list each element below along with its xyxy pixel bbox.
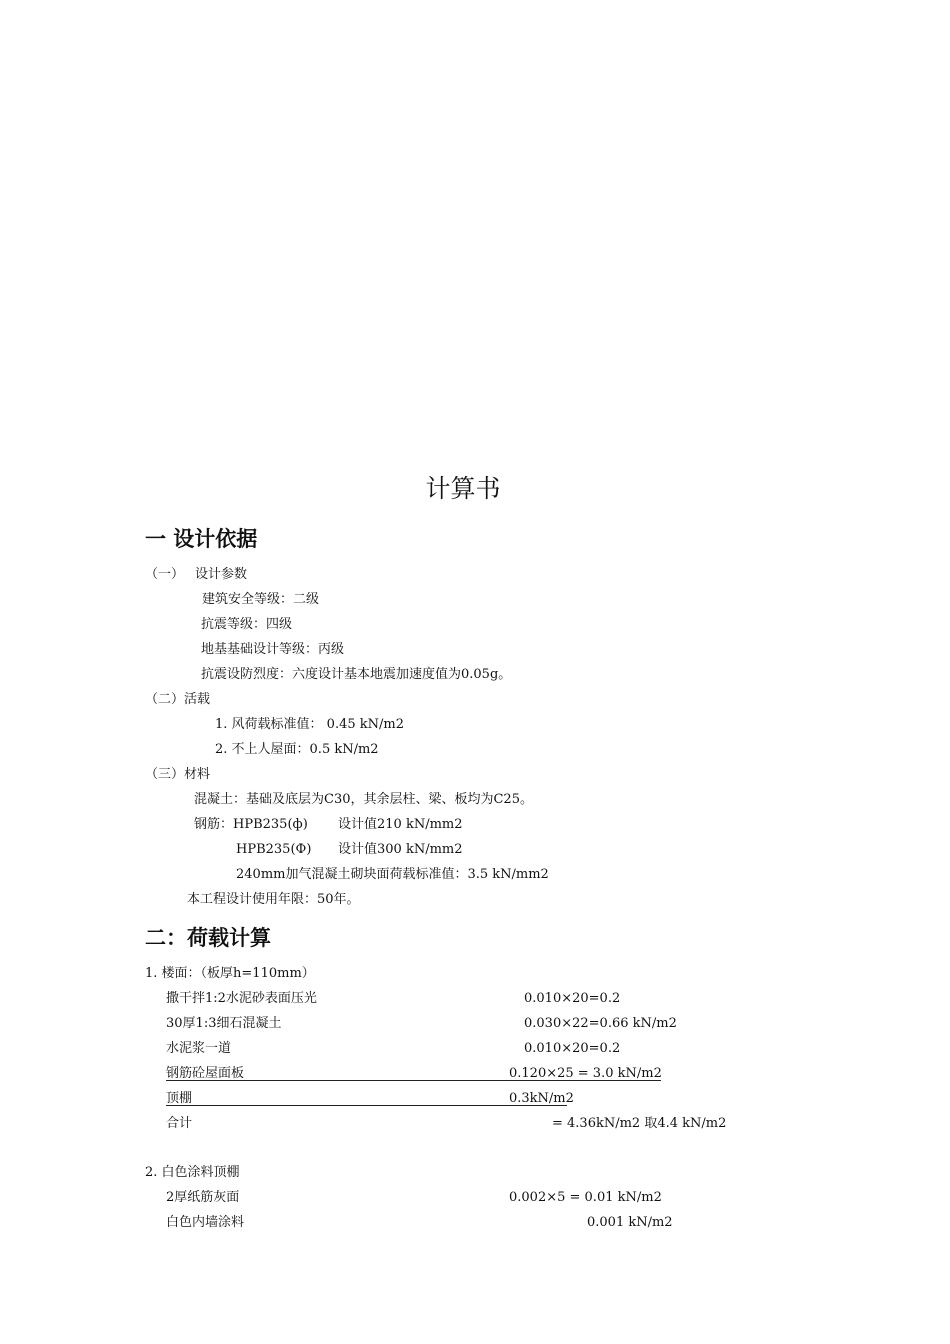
material-steel-2-value: 设计值300 kN/mm2 bbox=[338, 842, 463, 857]
document-title: 计算书 bbox=[425, 474, 501, 503]
floor-row-name: 30厚1:3细石混凝土 bbox=[166, 1016, 282, 1031]
subsection-label-1: （一） bbox=[145, 567, 185, 582]
floor-row-name: 钢筋砼屋面板 bbox=[166, 1066, 245, 1081]
underline-rule bbox=[166, 1105, 567, 1106]
section-heading-load-calc: 二：荷载计算 bbox=[145, 926, 271, 950]
floor-row-name: 顶棚 bbox=[166, 1091, 193, 1106]
param-safety-grade: 建筑安全等级：二级 bbox=[202, 592, 320, 607]
param-seismic-grade: 抗震等级：四级 bbox=[201, 617, 293, 632]
ceiling-label: 2. 白色涂料顶棚 bbox=[145, 1165, 240, 1180]
live-load-wind: 1. 风荷载标准值： 0.45 kN/m2 bbox=[215, 717, 404, 732]
floor-total-label: 合计 bbox=[166, 1116, 193, 1131]
material-steel-1-name: 钢筋：HPB235(ф) bbox=[194, 817, 308, 832]
floor-row-value: 0.3kN/m2 bbox=[509, 1091, 574, 1106]
floor-row-name: 撒干拌1:2水泥砂表面压光 bbox=[166, 991, 317, 1006]
ceiling-row-value: 0.002×5 = 0.01 kN/m2 bbox=[509, 1190, 662, 1205]
service-life: 本工程设计使用年限：50年。 bbox=[187, 892, 360, 907]
floor-row-value: 0.120×25 = 3.0 kN/m2 bbox=[509, 1066, 662, 1081]
floor-row-value: 0.010×20=0.2 bbox=[524, 991, 621, 1006]
ceiling-row-name: 2厚纸筋灰面 bbox=[166, 1190, 240, 1205]
param-foundation-grade: 地基基础设计等级：丙级 bbox=[201, 642, 345, 657]
param-seismic-intensity: 抗震设防烈度：六度设计基本地震加速度值为0.05g。 bbox=[201, 667, 512, 682]
ceiling-row-name: 白色内墙涂料 bbox=[166, 1215, 245, 1230]
material-steel-2-name: HPB235(Ф) bbox=[236, 842, 312, 857]
underline-rule bbox=[166, 1080, 661, 1081]
floor-row-name: 水泥浆一道 bbox=[166, 1041, 232, 1056]
section-heading-design-basis: 一 设计依据 bbox=[145, 527, 258, 551]
material-concrete: 混凝土：基础及底层为C30，其余层柱、梁、板均为C25。 bbox=[194, 792, 533, 807]
material-steel-1-value: 设计值210 kN/mm2 bbox=[338, 817, 463, 832]
floor-row-value: 0.030×22=0.66 kN/m2 bbox=[524, 1016, 677, 1031]
floor-total-value: = 4.36kN/m2 取4.4 kN/m2 bbox=[552, 1116, 727, 1131]
material-block: 240mm加气混凝土砌块面荷载标准值：3.5 kN/mm2 bbox=[236, 867, 549, 882]
subsection-title-design-params: 设计参数 bbox=[195, 567, 248, 582]
ceiling-row-value: 0.001 kN/m2 bbox=[587, 1215, 673, 1230]
live-load-roof: 2. 不上人屋面：0.5 kN/m2 bbox=[215, 742, 379, 757]
floor-label: 1. 楼面：（板厚h=110mm） bbox=[145, 966, 315, 981]
floor-row-value: 0.010×20=0.2 bbox=[524, 1041, 621, 1056]
subsection-materials: （三）材料 bbox=[145, 767, 211, 782]
subsection-live-load: （二）活载 bbox=[145, 692, 211, 707]
